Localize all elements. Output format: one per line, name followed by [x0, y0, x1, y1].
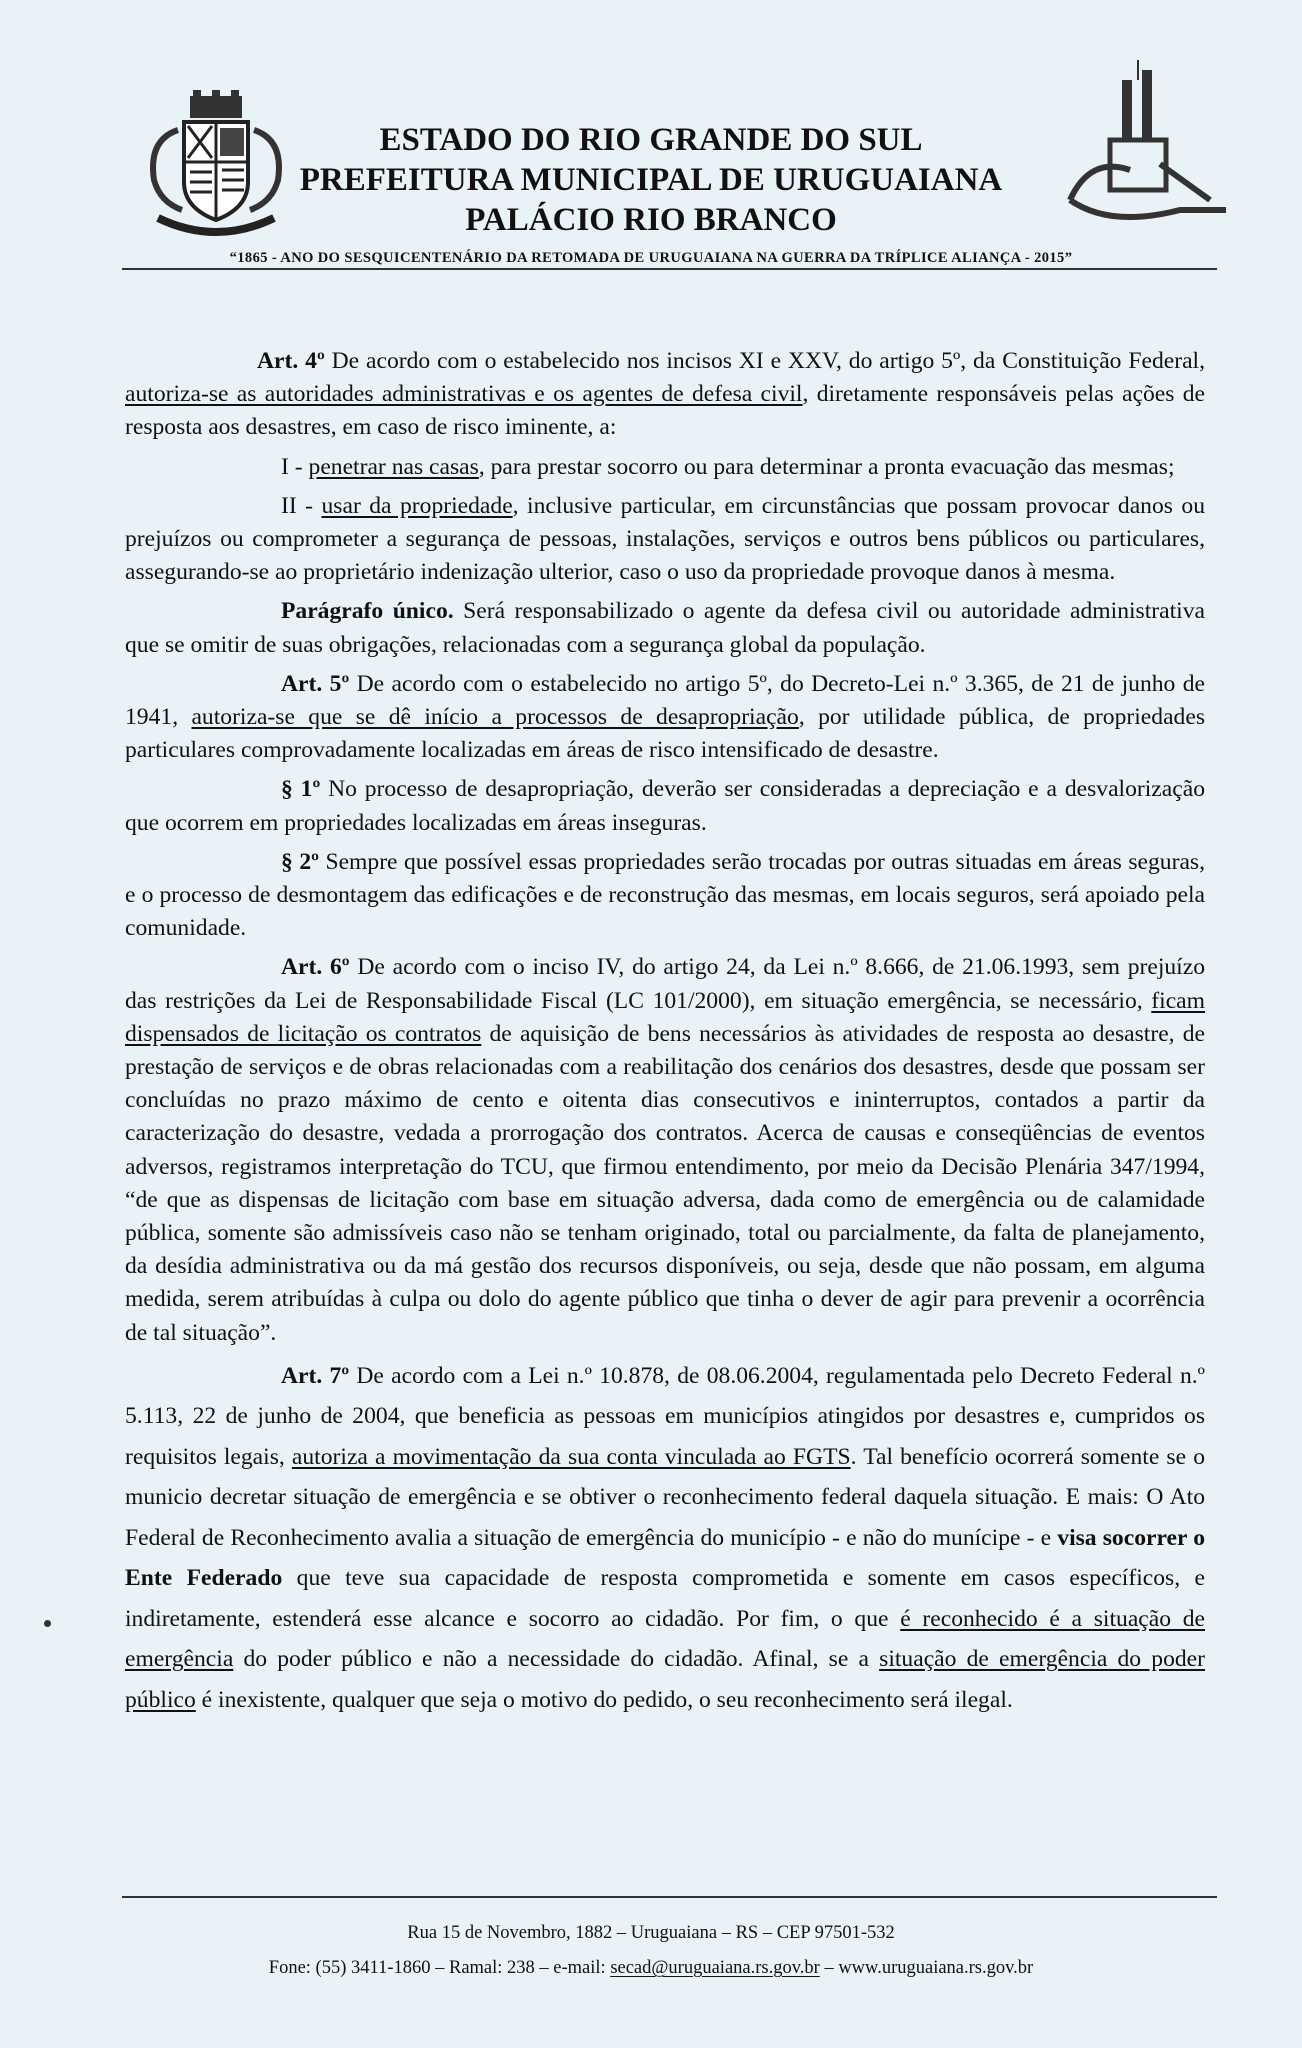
art6-label: Art. 6º — [281, 954, 350, 981]
margin-dot — [44, 1620, 51, 1627]
art5-section-1: § 1º No processo de desapropriação, deverão ser consideradas a depreciação e a desvalorização que ocorrem em propriedades localizadas em áreas inseguras. — [125, 776, 1205, 836]
art4-paragraph: Art. 4º De acordo com o estabelecido nos incisos XI e XXV, do artigo 5º, da Constituição Federal, autoriza-se as autoridades administrativas e os agentes de defesa civil, diretamente responsáveis pelas ações de resposta aos desastres, em caso de risco iminente, a: — [125, 348, 1205, 441]
art7-paragraph: Art. 7º De acordo com a Lei n.º 10.878, de 08.06.2004, regulamentada pelo Decreto Federal n.º 5.113, 22 de junho de 2004, que beneficia as pessoas em municípios atingidos por desastres e, cumpridos os requisitos legais, autoriza a movimentação da sua conta vinculada ao FGTS. Tal benefício ocorrerá somente se o municio decretar situação de emergência e se obtiver o reconhecimento federal daquela situação. E mais: O Ato Federal de Reconhecimento avalia a situação de emergência do município - e não do munícipe - e visa socorrer o Ente Federado que teve sua capacidade de resposta comprometida e somente em casos específicos, e indiretamente, estenderá esse alcance e socorro ao cidadão. Por fim, o que é reconhecido é a situação de emergência do poder público e não a necessidade do cidadão. Afinal, se a situação de emergência do poder público é inexistente, qualquer que seja o motivo do pedido, o seu reconhecimento será ilegal. — [125, 1362, 1206, 1713]
footer-email-link[interactable]: secad@uruguaiana.rs.gov.br — [610, 1958, 820, 1978]
art5-paragraph: Art. 5º De acordo com o estabelecido no artigo 5º, do Decreto-Lei n.º 3.365, de 21 de junho de 1941, autoriza-se que se dê início a processos de desapropriação, por utilidade pública, de propriedades particulares comprovadamente localizadas em áreas de risco intensificado de desastre. — [125, 670, 1205, 764]
art5-section-2: § 2º Sempre que possível essas propriedades serão trocadas por outras situadas em áreas seguras, e o processo de desmontagem das edificações e de reconstrução das mesmas, em locais seguros, será apoiado pela comunidade. — [125, 848, 1206, 942]
footer-website: – www.uruguaiana.rs.gov.br — [819, 1958, 1034, 1978]
motto: “1865 - ANO DO SESQUICENTENÁRIO DA RETOMADA DE URUGUAIANA NA GUERRA DA TRÍPLICE ALIANÇA - 2015” — [229, 250, 1073, 266]
prefecture-title: PREFEITURA MUNICIPAL DE URUGUAIANA — [299, 162, 1003, 198]
art4-label: Art. 4º — [257, 348, 325, 374]
art4-item-2: II - usar da propriedade, inclusive particular, em circunstâncias que possam provocar danos ou prejuízos ou comprometer a segurança de pessoas, instalações, serviços e outros bens públicos ou particulares, assegurando-se ao proprietário indenização ulterior, caso o uso da propriedade provoque danos à mesma. — [125, 492, 1206, 586]
palace-title: PALÁCIO RIO BRANCO — [465, 202, 837, 238]
art5-label: Art. 5º — [281, 670, 350, 697]
letterhead-footer — [0, 1916, 1302, 1986]
letterhead — [0, 60, 1302, 266]
footer-address: Rua 15 de Novembro, 1882 – Uruguaiana – RS – CEP 97501-532 — [407, 1923, 895, 1943]
header-rule — [122, 268, 1217, 270]
art7-label: Art. 7º — [281, 1362, 350, 1389]
art4-item-1: I - penetrar nas casas, para prestar socorro ou para determinar a pronta evacuação das mesmas; — [281, 453, 1175, 480]
state-title: ESTADO DO RIO GRANDE DO SUL — [379, 122, 923, 158]
footer-rule — [122, 1896, 1217, 1898]
art6-paragraph: Art. 6º De acordo com o inciso IV, do artigo 24, da Lei n.º 8.666, de 21.06.1993, sem prejuízo das restrições da Lei de Responsabilidade Fiscal (LC 101/2000), em situação emergência, se necessário, ficam dispensados de licitação os contratos de aquisição de bens necessários às atividades de resposta ao desastre, de prestação de serviços e de obras relacionadas com a reabilitação dos cenários dos desastres, desde que possam ser concluídas no prazo máximo de cento e oitenta dias consecutivos e ininterruptos, contados a partir da caracterização do desastre, vedada a prorrogação dos contratos. Acerca de causas e conseqüências de eventos adversos, registramos interpretação do TCU, que firmou entendimento, por meio da Decisão Plenária 347/1994, “de que as dispensas de licitação com base em situação adversa, dada como de emergência ou de calamidade pública, somente são admissíveis caso não se tenham originado, total ou parcialmente, da falta de planejamento, da desídia administrativa ou da má gestão dos recursos disponíveis, ou seja, desde que não possam, em alguma medida, serem atribuídas à culpa ou dolo do agente público que tinha o dever de agir para prevenir a ocorrência de tal situação”. — [125, 954, 1205, 1346]
document-body — [125, 345, 1205, 1720]
footer-contact: Fone: (55) 3411-1860 – Ramal: 238 – e-mail: secad@uruguaiana.rs.gov.br – www.uruguaiana.rs.gov.br — [268, 1958, 1034, 1978]
art4-sole-paragraph: Parágrafo único. Será responsabilizado o agente da defesa civil ou autoridade administrativa que se omitir de suas obrigações, relacionadas com a segurança global da população. — [125, 598, 1205, 658]
